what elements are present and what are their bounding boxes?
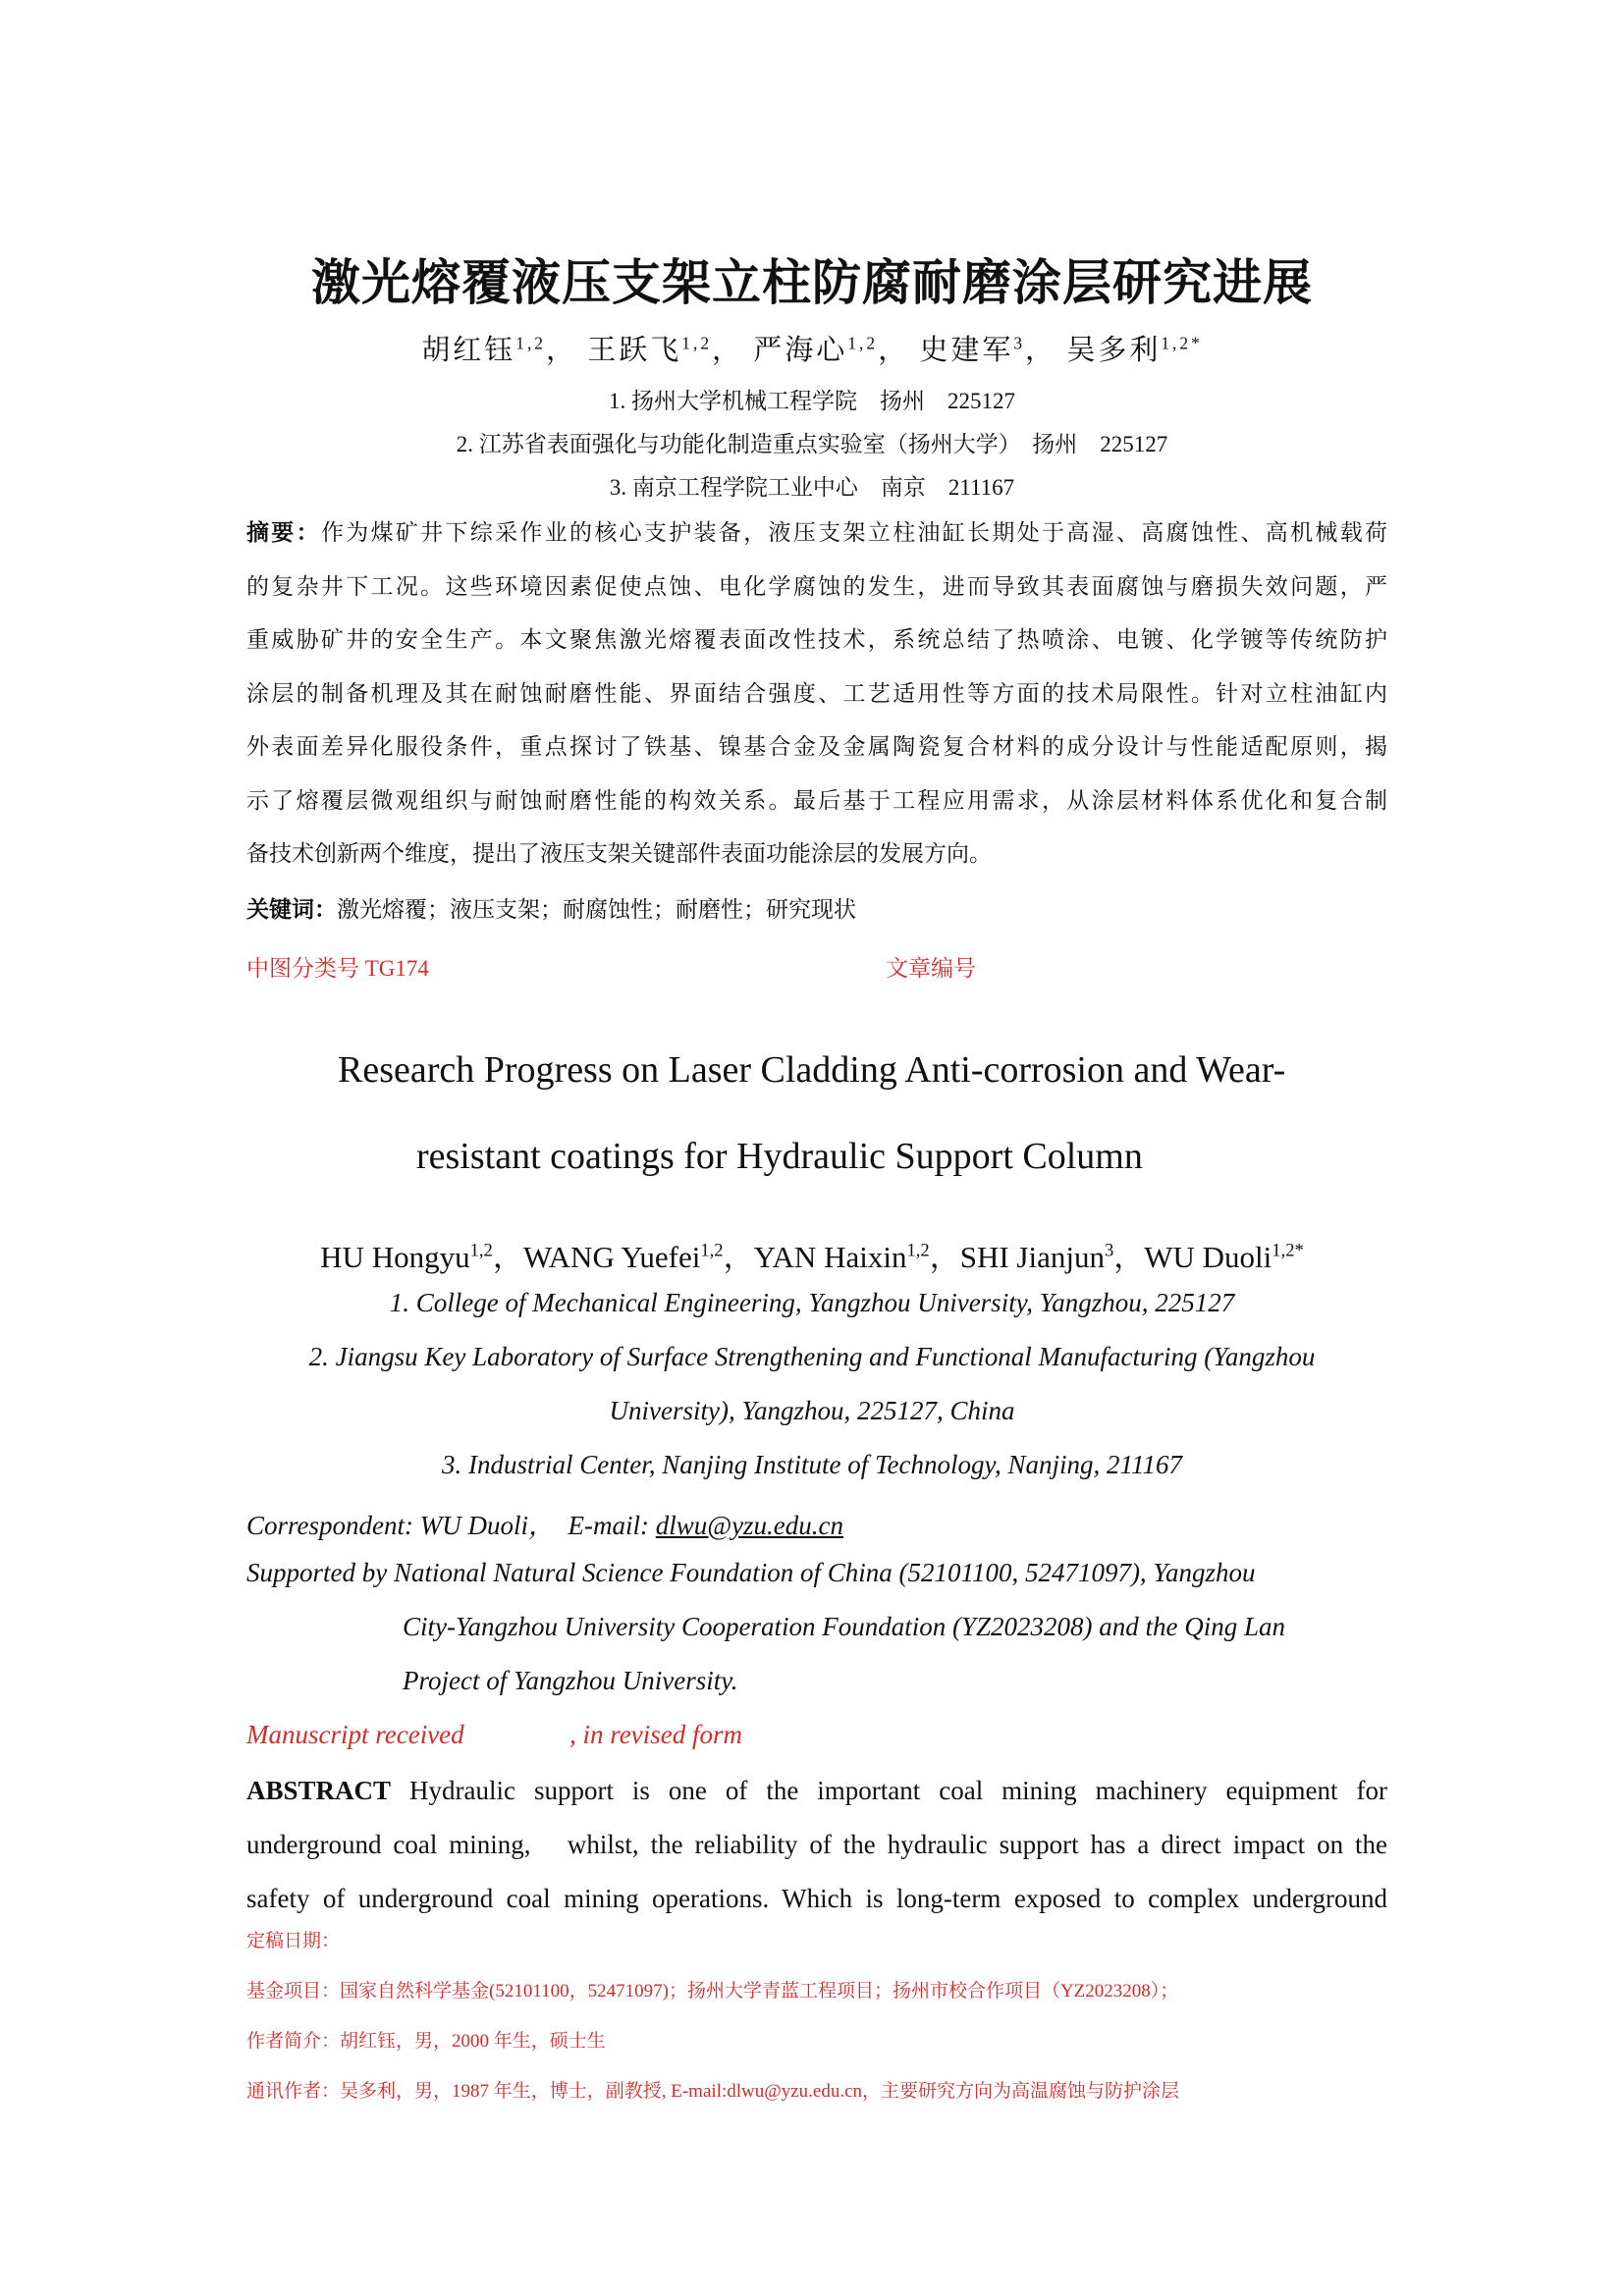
cn-affiliation: 2. 江苏省表面强化与功能化制造重点实验室（扬州大学） 扬州 225127: [456, 432, 1168, 456]
email-link[interactable]: dlwu@yzu.edu.cn: [655, 1511, 844, 1540]
cn-author: 史建军: [919, 335, 1014, 366]
en-author-sep: ，: [929, 1240, 960, 1274]
cn-author-sup: 1,2: [847, 333, 879, 353]
en-affiliation: University), Yangzhou, 225127, China: [609, 1396, 1015, 1425]
article-number: 文章编号: [886, 956, 976, 981]
cn-abstract-line: [246, 507, 1387, 561]
cn-author: 严海心: [753, 335, 848, 366]
cn-keywords: [246, 891, 856, 924]
manuscript-received: Manuscript received: [246, 1720, 464, 1749]
cn-author: 胡红钰: [421, 335, 516, 366]
en-abstract-line: [246, 1764, 1387, 1818]
cn-author-sup: 3: [1013, 333, 1026, 353]
en-author-sep: ，: [1113, 1240, 1145, 1274]
cn-author-sep: ，: [1025, 335, 1057, 366]
en-author: HU Hongyu: [320, 1240, 470, 1274]
cn-abstract-line: 外表面差异化服役条件，重点探讨了铁基、镍基合金及金属陶瓷复合材料的成分设计与性能适配原则，揭: [246, 734, 1387, 759]
en-author-sup: 1,2: [906, 1240, 930, 1261]
en-author: SHI Jianjun: [959, 1240, 1105, 1274]
cn-keywords-text: 激光熔覆；液压支架；耐腐蚀性；耐磨性；研究现状: [337, 897, 856, 922]
footnote-final-date: 定稿日期：: [246, 1931, 341, 1951]
en-author-sup: 1,2*: [1272, 1240, 1304, 1261]
footnote-fund: 基金项目：国家自然科学基金(52101100，52471097)；扬州大学青蓝工程项目；扬州市校合作项目（YZ2023208）；: [246, 1981, 1179, 2002]
cn-author-sep: ，: [712, 335, 744, 366]
correspondent: [246, 1504, 843, 1542]
cn-author: 吴多利: [1066, 335, 1162, 366]
en-affiliation: 3. Industrial Center, Nanjing Institute of Technology, Nanjing, 211167: [441, 1450, 1182, 1479]
cn-abstract: [246, 507, 1387, 881]
en-author: WU Duoli: [1144, 1240, 1272, 1274]
cn-author-sep: ，: [546, 335, 578, 366]
cn-abstract-label: 摘要：: [246, 520, 321, 545]
en-abstract-line: underground coal mining, whilst, the reliability of the hydraulic support has a direct impact on the: [246, 1830, 1387, 1859]
en-author-list: [0, 1232, 1624, 1276]
footnote-author-bio: 作者简介：胡红钰，男，2000 年生，硕士生: [246, 2031, 606, 2052]
en-author: WANG Yuefei: [522, 1240, 701, 1274]
cn-affiliation: 1. 扬州大学机械工程学院 扬州 225127: [609, 389, 1015, 413]
cn-abstract-line: 备技术创新两个维度，提出了液压支架关键部件表面功能涂层的发展方向。: [246, 841, 992, 866]
classification-number: 中图分类号 TG174: [246, 956, 429, 981]
cn-author-sup: 1,2: [515, 333, 546, 353]
en-author-sep: ，: [492, 1240, 523, 1274]
en-affiliation: 2. Jiangsu Key Laboratory of Surface Strengthening and Functional Manufacturing (Yangzhou: [308, 1342, 1316, 1371]
cn-abstract-line: 示了熔覆层微观组织与耐蚀耐磨性能的构效关系。最后基于工程应用需求，从涂层材料体系优化和复合制: [246, 787, 1387, 813]
cn-abstract-line: 的复杂井下工况。这些环境因素促使点蚀、电化学腐蚀的发生，进而导致其表面腐蚀与磨损失效问题，严: [246, 573, 1387, 599]
en-author-sep: ，: [723, 1240, 754, 1274]
en-abstract-line: safety of underground coal mining operations. Which is long-term exposed to complex underground: [246, 1884, 1387, 1913]
correspondent-label: Correspondent: WU Duoli， E-mail:: [246, 1511, 656, 1540]
en-author-sup: 3: [1104, 1240, 1114, 1261]
footnote-correspondent: 通讯作者：吴多利，男，1987 年生，博士，副教授, E-mail:dlwu@yzu.edu.cn，主要研究方向为高温腐蚀与防护涂层: [246, 2081, 1180, 2102]
cn-author: 王跃飞: [587, 335, 682, 366]
cn-abstract-text: 作为煤矿井下综采作业的核心支护装备，液压支架立柱油缸长期处于高湿、高腐蚀性、高机械载荷: [320, 520, 1388, 545]
en-author-sup: 1,2: [700, 1240, 724, 1261]
en-abstract: [246, 1764, 1387, 1926]
en-affiliation: 1. College of Mechanical Engineering, Yangzhou University, Yangzhou, 225127: [389, 1288, 1235, 1317]
supported-by-line: Supported by National Natural Science Foundation of China (52101100, 52471097), Yangzhou: [246, 1558, 1256, 1587]
cn-author-sep: ，: [878, 335, 910, 366]
cn-affiliation: 3. 南京工程学院工业中心 南京 211167: [609, 475, 1015, 500]
en-author: YAN Haixin: [753, 1240, 907, 1274]
cn-author-list: [0, 328, 1624, 368]
cn-abstract-line: 重威胁矿井的安全生产。本文聚焦激光熔覆表面改性技术，系统总结了热喷涂、电镀、化学镀等传统防护: [246, 627, 1387, 652]
en-title-line: resistant coatings for Hydraulic Support Column: [416, 1136, 1143, 1177]
revised-form: , in revised form: [569, 1720, 742, 1749]
cn-title: 激光熔覆液压支架立柱防腐耐磨涂层研究进展: [311, 254, 1313, 311]
en-abstract-label: ABSTRACT: [246, 1776, 392, 1805]
en-title-line: Research Progress on Laser Cladding Anti-corrosion and Wear-: [338, 1049, 1286, 1091]
cn-author-sup: 1,2: [681, 333, 713, 353]
en-author-sup: 1,2: [469, 1240, 493, 1261]
supported-by-line: Project of Yangzhou University.: [403, 1666, 738, 1695]
cn-author-sup: 1,2*: [1161, 333, 1203, 353]
supported-by-line: City-Yangzhou University Cooperation Foundation (YZ2023208) and the Qing Lan: [403, 1612, 1286, 1641]
cn-keywords-label: 关键词：: [246, 897, 337, 922]
en-abstract-text: Hydraulic support is one of the important coal mining machinery equipment for: [391, 1776, 1387, 1805]
cn-abstract-line: 涂层的制备机理及其在耐蚀耐磨性能、界面结合强度、工艺适用性等方面的技术局限性。针对立柱油缸内: [246, 680, 1387, 706]
